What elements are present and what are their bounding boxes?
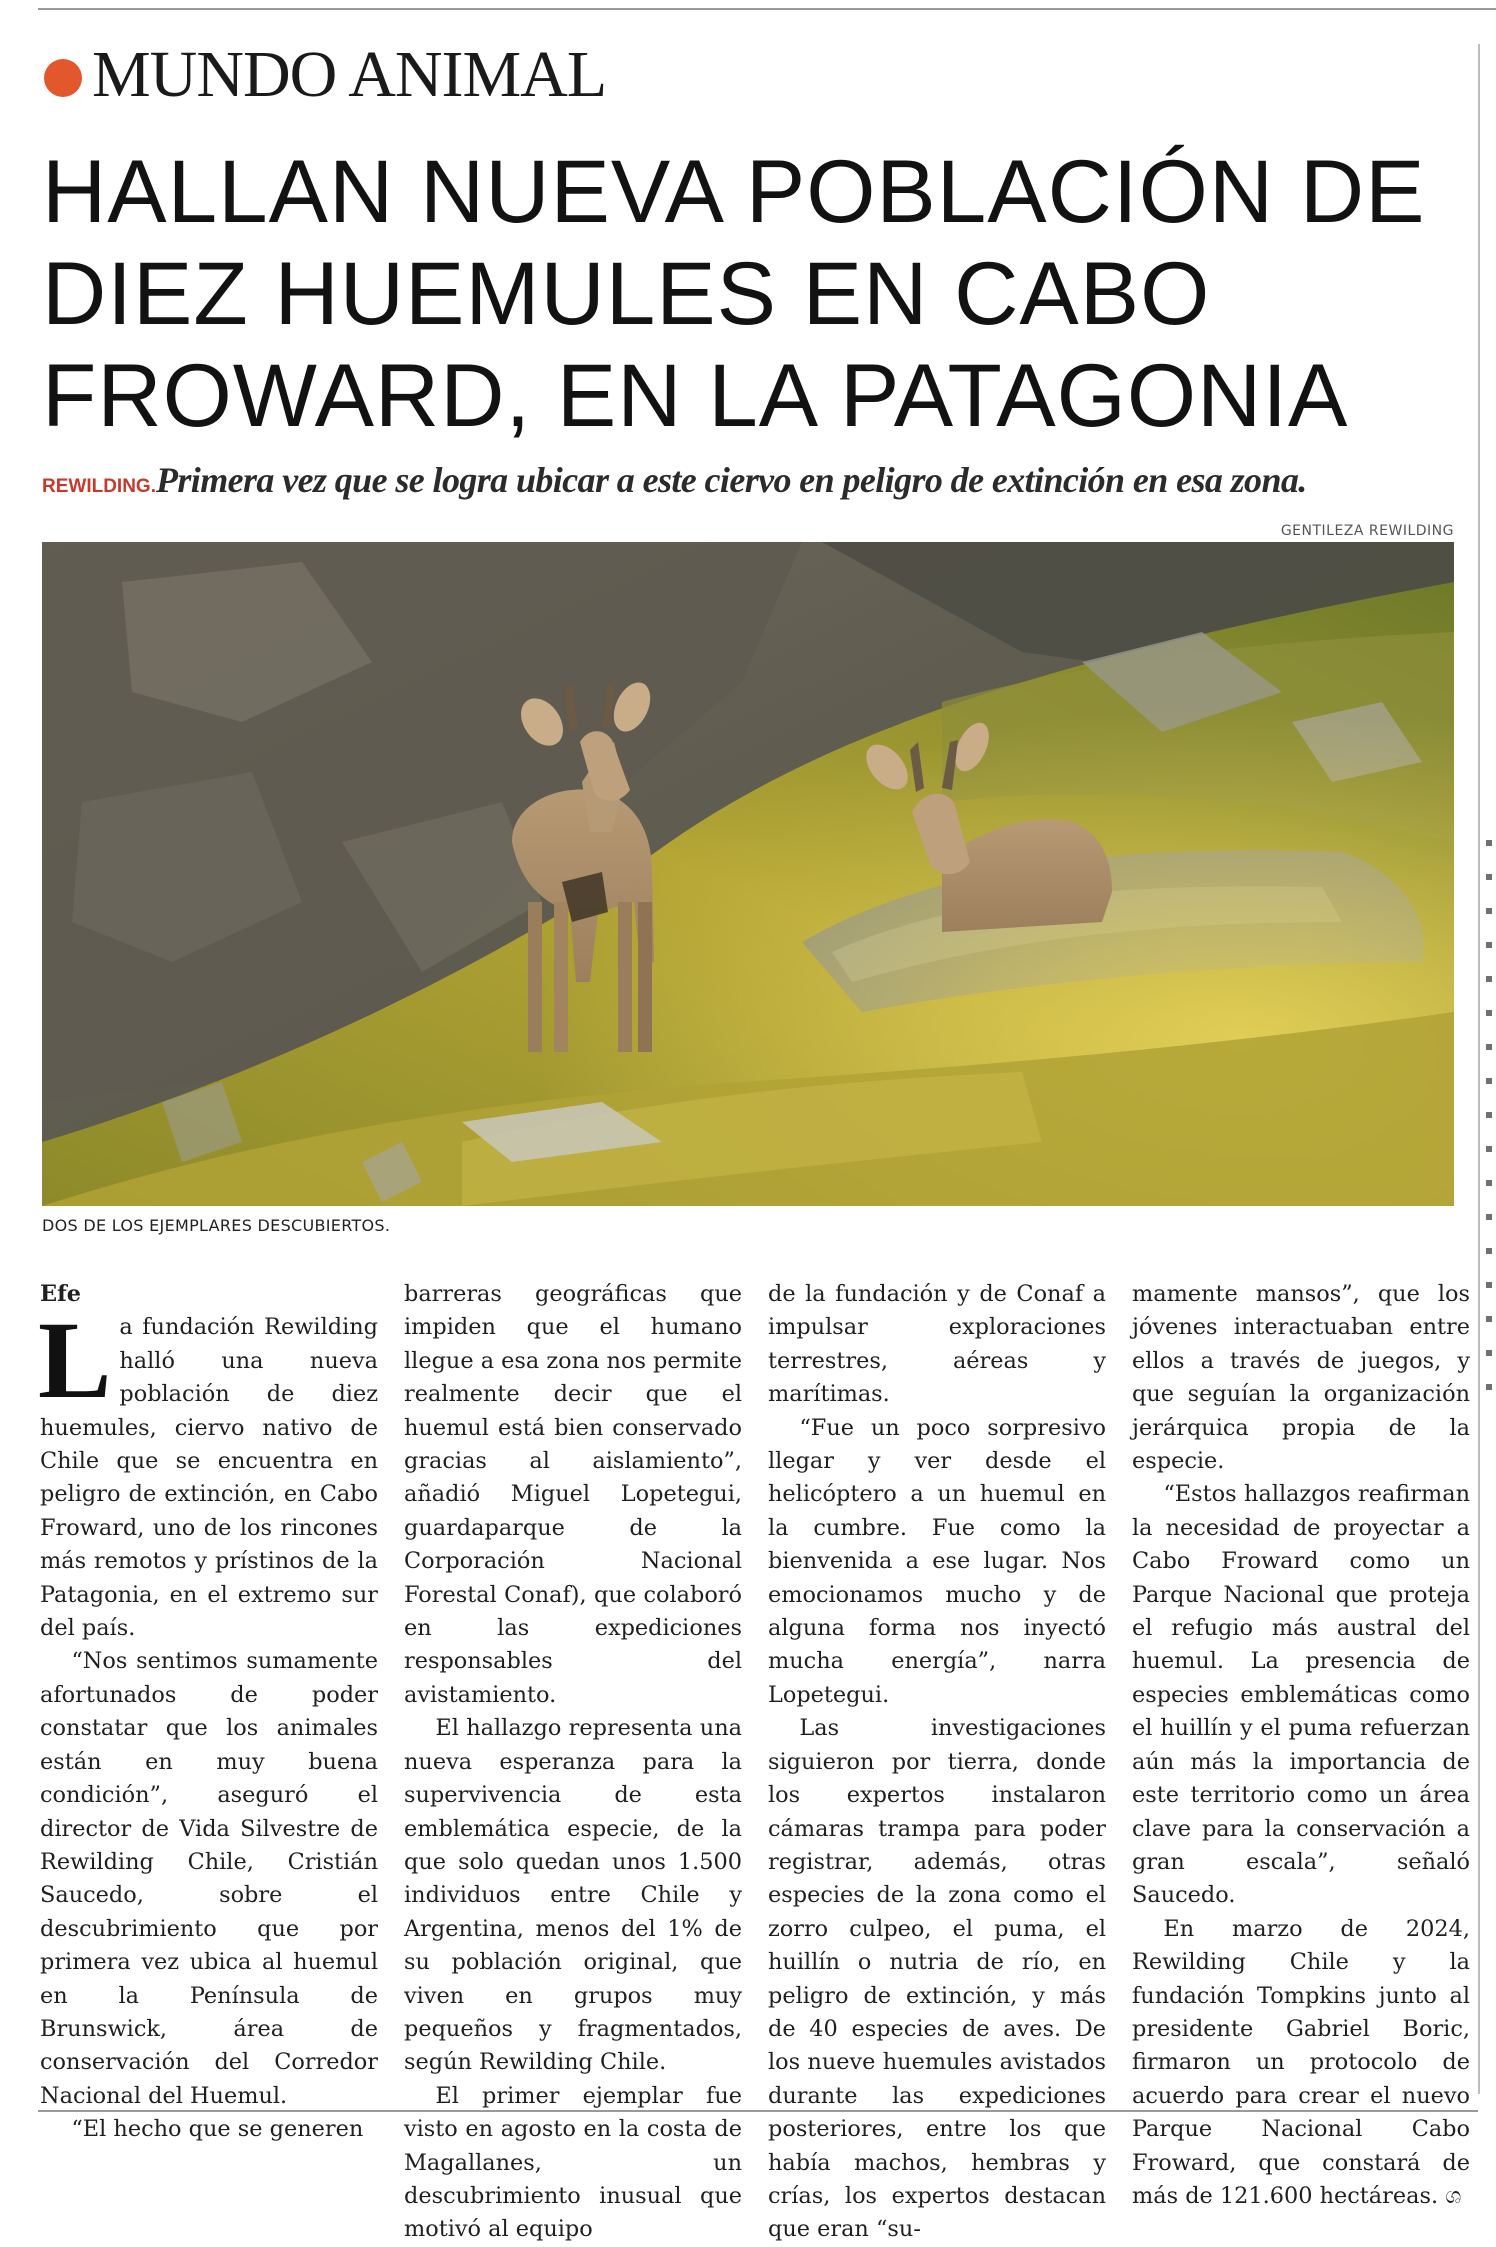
- section-dot-icon: [44, 59, 82, 97]
- headline: [42, 140, 1472, 446]
- drop-cap: L: [38, 1299, 112, 1422]
- dek-kicker: REWILDING.: [42, 476, 156, 497]
- photo-caption: DOS DE LOS EJEMPLARES DESCUBIERTOS.: [42, 1216, 391, 1235]
- page-edge-rule: [1478, 44, 1480, 2094]
- dek-text: Primera vez que se logra ubicar a este ciervo en peligro de extinción en esa zona.: [156, 460, 1307, 500]
- section-header: [44, 40, 606, 110]
- article-paragraph: de la fundación y de Conaf a impulsar exploraciones terrestres, aéreas y marítimas.: [768, 1281, 1106, 1408]
- dek: [42, 458, 1307, 509]
- headline-line: FROWARD, EN LA PATAGONIA: [42, 345, 1349, 445]
- article-paragraph: barreras geográficas que impiden que el humano llegue a esa zona nos permite realmente decir que el huemul está bien conservado gracias al aislamiento”, añadió Miguel Lopetegui, guardaparque de la Corporación Nacional Forestal Conaf), que colaboró en las expediciones responsables del avistamiento.: [404, 1281, 742, 1708]
- headline-line: DIEZ HUEMULES EN CABO: [42, 243, 1211, 343]
- article-paragraph: mamente mansos”, que los jóvenes interactuaban entre ellos a través de juegos, y que seguían la organización jerárquica propia de la especie.: [1132, 1281, 1470, 1475]
- article-paragraph: [38, 1299, 378, 1645]
- top-rule: [38, 8, 1496, 10]
- article-column-4: [1132, 1278, 1470, 2247]
- bottom-rule: [38, 2110, 1478, 2112]
- article-paragraph: Las investigaciones siguieron por tierra, donde los expertos instalaron cámaras trampa para poder registrar, además, otras especies de la zona como el zorro culpeo, el puma, el huillín o nutria de río, en peligro de extinción, y más de 40 especies de aves. De los nueve huemules avistados durante las expediciones posteriores, entre los que había machos, hembras y crías, los expertos destacan que eran “su-: [768, 1715, 1106, 2243]
- headline-line: HALLAN NUEVA POBLACIÓN DE: [42, 141, 1426, 241]
- section-label: MUNDO ANIMAL: [92, 38, 607, 111]
- article-paragraph: “Estos hallazgos reafirman la necesidad de proyectar a Cabo Froward como un Parque Nacional que proteja el refugio más austral del huemul. La presencia de especies emblemáticas como el huillín y el puma refuerzan aún más la importancia de este territorio como un área clave para la conservación a gran escala”, señaló Saucedo.: [1132, 1481, 1470, 1909]
- article-paragraph: “Nos sentimos sumamente afortunados de poder constatar que los animales están en muy buena condición”, aseguró el director de Vida Silvestre de Rewilding Chile, Cristián Saucedo, sobre el descubrimiento que por primera vez ubica al huemul en la Península de Brunswick, área de conservación del Corredor Nacional del Huemul.: [40, 1648, 378, 2109]
- photo-credit: GENTILEZA REWILDING: [1280, 523, 1454, 539]
- adjacent-page-edge: [1486, 840, 1492, 1400]
- article-paragraph: “El hecho que se generen: [71, 2116, 364, 2143]
- article-paragraph-text: En marzo de 2024, Rewilding Chile y la fundación Tompkins junto al presidente Gabriel Boric, firmaron un protocolo de acuerdo para crear el nuevo Parque Nacional Cabo Froward, que constará de más de 121.600 hectáreas.: [1132, 1915, 1470, 2209]
- article-paragraph: [1132, 1913, 1470, 2214]
- article-body: [38, 1278, 1470, 2243]
- huemul-photo-illustration: [42, 542, 1454, 1206]
- article-paragraph-text: a fundación Rewilding halló una nueva población de diez huemules, ciervo nativo de Chile que se encuentra en peligro de extinción, en Cabo Froward, uno de los rincones más remotos y prístinos de la Patagonia, en el extremo sur del país.: [40, 1314, 378, 1642]
- article-paragraph: El primer ejemplar fue visto en agosto en la costa de Magallanes, un descubrimiento inusual que motivó al equipo: [404, 2082, 742, 2243]
- article-column-2: [404, 1278, 742, 2247]
- article-column-3: [768, 1278, 1106, 2247]
- byline: Efe: [40, 1281, 81, 1307]
- article-paragraph: “Fue un poco sorpresivo llegar y ver desde el helicóptero a un huemul en la cumbre. Fue como la bienvenida a ese lugar. Nos emocionamos mucho y de alguna forma nos inyectó mucha energía”, narra Lopetegui.: [768, 1414, 1106, 1708]
- end-mark-icon: ශ: [1445, 2182, 1462, 2209]
- article-column-1: [40, 1278, 378, 2247]
- article-photo: [42, 542, 1454, 1206]
- article-paragraph: El hallazgo representa una nueva esperanza para la supervivencia de esta emblemática especie, de la que solo quedan unos 1.500 individuos entre Chile y Argentina, menos del 1% de su población original, que viven en grupos muy pequeños y fragmentados, según Rewilding Chile.: [404, 1715, 742, 2076]
